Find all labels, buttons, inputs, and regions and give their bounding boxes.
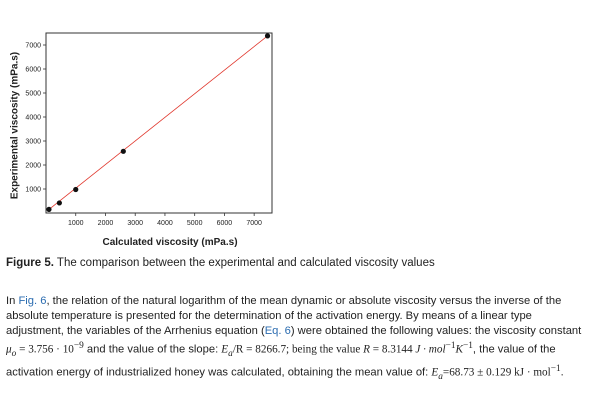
math-run: /R = 8266.7; being the value: [232, 343, 364, 356]
math-Ea: E: [221, 343, 229, 356]
x-tick-label: 4000: [157, 220, 173, 227]
x-tick-label: 3000: [127, 220, 143, 227]
x-tick-label: 6000: [216, 220, 233, 227]
y-tick-label: 1000: [25, 186, 41, 194]
x-axis-ticks: [68, 213, 262, 227]
y-tick-label: 4000: [25, 114, 41, 122]
math-exp: −1: [550, 363, 561, 374]
math-Ea-sub: a: [228, 348, 233, 359]
x-tick-label: 2000: [97, 220, 114, 227]
y-tick-label: 5000: [25, 90, 41, 98]
math-mu: μ: [6, 343, 12, 356]
math-run: = 3.756 · 10: [16, 343, 74, 356]
math-exp: −9: [73, 341, 84, 351]
x-tick-label: 7000: [246, 220, 262, 227]
math-Ea: E: [431, 366, 439, 379]
y-tick-label: 2000: [25, 162, 41, 170]
data-point: [73, 187, 78, 192]
math-exp: −1: [445, 341, 456, 351]
data-point: [265, 33, 270, 38]
math-units: J · mol: [415, 343, 446, 356]
body-paragraph: [6, 294, 588, 385]
y-tick-label: 7000: [25, 42, 41, 50]
figure-caption-text: The comparison between the experimental and calculated viscosity values: [53, 257, 435, 269]
y-axis-label: Experimental viscosity (mPa.s): [9, 51, 21, 200]
math-exp: −1: [462, 341, 473, 351]
math-run: = 8.3144: [369, 343, 416, 356]
x-tick-label: 1000: [67, 220, 84, 227]
math-run: .: [560, 366, 564, 379]
math-mu-sub: o: [11, 348, 17, 359]
y-tick-label: 3000: [25, 138, 41, 146]
fit-line: [49, 36, 268, 210]
plot-frame: [46, 33, 272, 213]
text-run: and the value of the slope:: [83, 343, 222, 356]
math-R: R: [363, 343, 370, 356]
math-Ea-sub: a: [438, 371, 443, 382]
text-run: , the relation of the natural logarithm of the mean dynamic or absolute viscosity versus the inverse of the absolute temperature is presented for the determination of the activation energy. By means of a linear type adjustment, the variables of the Arrhenius equation (: [6, 295, 562, 337]
text-run: ) were obtained the following values: the viscosity constant: [290, 325, 582, 337]
figure-link[interactable]: Fig. 6: [18, 295, 47, 307]
data-point: [46, 207, 51, 212]
x-axis-label: Calculated viscosity (mPa.s): [102, 237, 238, 248]
data-point: [57, 200, 62, 205]
y-axis-ticks: [25, 43, 46, 194]
math-units: K: [455, 343, 463, 356]
y-tick-label: 6000: [25, 66, 41, 74]
math-run: =68.73 ± 0.129 kJ · mol: [442, 366, 551, 379]
figure-label: Figure 5.: [6, 257, 54, 269]
data-point: [121, 149, 126, 154]
text-run: , the value of the activation energy of industrialized honey was calculated, obtaining the mean value of:: [6, 343, 556, 379]
text-run: In: [6, 295, 19, 307]
figure-caption: [6, 257, 435, 269]
equation-link[interactable]: Eq. 6: [264, 325, 291, 337]
x-tick-label: 5000: [186, 220, 203, 227]
